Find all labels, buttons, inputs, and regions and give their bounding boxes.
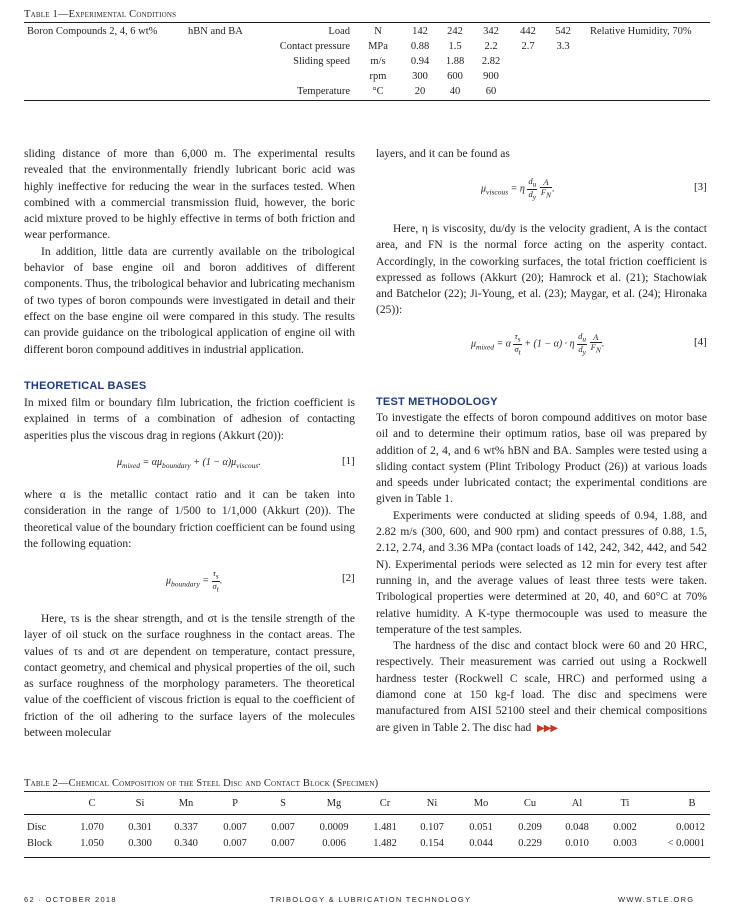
table1-param-name: Temperature bbox=[297, 86, 350, 97]
table2-cell: 1.481 bbox=[373, 822, 397, 833]
table1-param-name: Sliding speed bbox=[293, 56, 350, 67]
table1-param-value: 300 bbox=[412, 71, 428, 82]
table2-cell: 0.0012 bbox=[676, 822, 705, 833]
table2-cell: 1.482 bbox=[373, 838, 397, 849]
table2-bottom-rule bbox=[24, 857, 710, 858]
left-column-top bbox=[24, 146, 355, 358]
table2-cell: 0.154 bbox=[420, 838, 444, 849]
table2-header-cell: Cr bbox=[379, 798, 391, 809]
table1-bottom-rule bbox=[24, 100, 710, 101]
table2-cell: 1.050 bbox=[80, 838, 104, 849]
table2-cell: 1.070 bbox=[80, 822, 104, 833]
right-paragraph-2: Here, η is viscosity, du/dy is the velocity gradient, A is the contact area, and FN is the normal force acting on the asperity contact. Accordingly, in the coworking surfaces, the total friction coefficient is expressed as follows (Akkurt (20); Hamrock et al. (21); Stachowiak and Batchelor (22); Ji-Young, et al. (23); Maygar, et al. (24); Hironaka (25)): bbox=[376, 223, 707, 317]
left-paragraph-4: where α is the metallic contact ratio and it can be taken into consideration in the range of 1/500 to 1/1,000 (Akkurt (20)). The theoretical value of the boundary friction coefficient can be found using the following equation: bbox=[24, 489, 355, 550]
table1-row-label: Boron Compounds 2, 4, 6 wt% bbox=[27, 26, 158, 37]
table2-cell: 0.002 bbox=[613, 822, 637, 833]
right-paragraph-1: layers, and it can be found as bbox=[376, 148, 510, 160]
table1-param-value: 40 bbox=[449, 86, 461, 97]
table2-cell: < 0.0001 bbox=[667, 838, 705, 849]
footer-url: WWW.STLE.ORG bbox=[618, 895, 695, 904]
right-paragraph-3: To investigate the effects of boron compound additives on motor base oil and to determine their optimum ratios, base oil was prepared by addition of 2, 4, and 6 wt% hBN and BA. Samples were tested using a sliding contact system (Plint Tribology Product (26)) at various loads and speeds under lubricated contact; the experimental conditions are given in Table 1. bbox=[376, 412, 707, 506]
table2-header-cell: B bbox=[688, 798, 696, 809]
table2-cell: 0.051 bbox=[469, 822, 493, 833]
table1-param-value: 542 bbox=[555, 26, 571, 37]
table2-header-cell: Ti bbox=[620, 798, 630, 809]
table2-row-label: Block bbox=[27, 838, 53, 849]
equation-1: $\mu_{mixed} = \alpha\mu_{boundary} + (1 - \alpha)\mu_{viscous}$. bbox=[117, 457, 261, 470]
issue-date: OCTOBER 2018 bbox=[45, 895, 117, 904]
table2-cell: 0.044 bbox=[469, 838, 493, 849]
table1-humidity: Relative Humidity, 70% bbox=[590, 26, 692, 37]
table2-header-cell: Mn bbox=[178, 798, 194, 809]
table2-mid-rule bbox=[24, 814, 710, 815]
table1-param-value: 20 bbox=[414, 86, 426, 97]
right-paragraph-4: Experiments were conducted at sliding speeds of 0.94, 1.88, and 2.82 m/s (300, 600, and 900 rpm) and contact pressures of 0.88, 1.5, 2.12, 2.74, and 3.36 MPa (contact loads of 142, 242, 342, 442, and 542 N). Experimental periods were selected as 12 min for every test after running in, and the average values of least three tests were taken. Tribological properties were determined at 20, 40, and 60°C at 70% relative humidity. A K-type thermocouple was used to measure the temperature of the test samples. bbox=[376, 509, 707, 636]
equation-3: $\mu_{viscous} = \eta$ $\frac{d_u}{d_y}$ $\frac{A}{F_N}$ . bbox=[481, 176, 555, 202]
table1-param-value: 2.7 bbox=[521, 41, 535, 52]
table2-cell: 0.337 bbox=[174, 822, 198, 833]
table2-cell: 0.340 bbox=[174, 838, 198, 849]
right-paragraph-5: The hardness of the disc and contact block were 60 and 20 HRC, respectively. Their measurement was carried out using a Rockwell hardness tester (Rockwell C scale, HRC) and performed using a diamond cone at 150 kg-f load. The disc and specimens were manufactured from AISI 52100 steel and their chemical compositions are given in Table 2. The disc had ▶▶▶ bbox=[376, 640, 707, 734]
table2-header-cell: Cu bbox=[523, 798, 537, 809]
table1-param-value: 2.2 bbox=[484, 41, 498, 52]
table1-param-value: 3.3 bbox=[556, 41, 570, 52]
table2-top-rule bbox=[24, 791, 710, 792]
table2-cell: 0.300 bbox=[128, 838, 152, 849]
table2-cell: 0.107 bbox=[420, 822, 444, 833]
table1-param-unit: m/s bbox=[370, 56, 386, 67]
table2-cell: 0.048 bbox=[565, 822, 589, 833]
table2-header-cell: Mg bbox=[326, 798, 342, 809]
table1-param-name: Load bbox=[328, 26, 350, 37]
table1-param-value: 0.88 bbox=[410, 41, 430, 52]
table1-param-value: 900 bbox=[483, 71, 499, 82]
table1-param-name: Contact pressure bbox=[279, 41, 350, 52]
table1-param-value: 2.82 bbox=[481, 56, 501, 67]
table1-row-label-2: hBN and BA bbox=[188, 26, 243, 37]
table2-cell: 0.007 bbox=[223, 838, 247, 849]
table2-header-cell: Al bbox=[571, 798, 583, 809]
table1-param-unit: °C bbox=[372, 86, 384, 97]
table1-param-value: 0.94 bbox=[410, 56, 430, 67]
table2-cell: 0.003 bbox=[613, 838, 637, 849]
continue-arrows-icon: ▶▶▶ bbox=[537, 722, 558, 734]
left-paragraph-5: Here, τs is the shear strength, and σt is the tensile strength of the layer of oil stuck on the surface roughness in the contact areas. The values of τs and σt are dependent on temperature, contact pressure, contact geometry, and chemical and physical properties of the oil, such as surface roughness of the morphology parameters. The theoretical value of the coefficient of viscous friction is equal to the coefficient of friction of the oil adhering to the surface layers of the molecules between molecular bbox=[24, 613, 355, 740]
table2-cell: 0.010 bbox=[565, 838, 589, 849]
table2-row-label: Disc bbox=[27, 822, 47, 833]
table2-cell: 0.007 bbox=[271, 838, 295, 849]
table2-cell: 0.301 bbox=[128, 822, 152, 833]
table2-cell: 0.209 bbox=[518, 822, 542, 833]
table1-top-rule bbox=[24, 22, 710, 23]
table1-param-unit: MPa bbox=[368, 41, 388, 52]
table2-caption: Table 2—Chemical Composition of the Steel Disc and Contact Block (Specimen) bbox=[24, 778, 379, 789]
table1-param-value: 342 bbox=[483, 26, 499, 37]
equation-2-number: [2] bbox=[342, 572, 355, 584]
table1-param-unit: N bbox=[374, 26, 382, 37]
table1-param-value: 442 bbox=[520, 26, 536, 37]
left-paragraph-1: sliding distance of more than 6,000 m. The experimental results revealed that the environmentally friendly lubricant boric acid was highly ineffective for reducing the wear in the surfaces tested. When combined with a commercial transmission fluid, however, the boric acid mixture proved to be highly effective in terms of both friction and wear performance. bbox=[24, 148, 355, 242]
table1-param-value: 600 bbox=[447, 71, 463, 82]
table2-header-cell: Ni bbox=[426, 798, 438, 809]
right-column-body bbox=[376, 410, 707, 737]
table2-cell: 0.006 bbox=[322, 838, 346, 849]
table2-header-cell: Mo bbox=[473, 798, 489, 809]
heading-test-methodology: TEST METHODOLOGY bbox=[376, 396, 498, 408]
table1-param-value: 142 bbox=[412, 26, 428, 37]
table2-header-cell: Si bbox=[135, 798, 145, 809]
equation-2: $\mu_{boundary}$ = $\frac{\tau_s}{\sigma_t}$ . bbox=[166, 568, 223, 594]
table1-param-unit: rpm bbox=[369, 71, 387, 82]
footer-page-date: 62 · OCTOBER 2018 bbox=[24, 895, 117, 904]
table1-caption: Table 1—Experimental Conditions bbox=[24, 9, 177, 20]
right-paragraph-1-wrap bbox=[376, 146, 707, 162]
table2-cell: 0.007 bbox=[223, 822, 247, 833]
table1-param-value: 60 bbox=[485, 86, 497, 97]
left-paragraph-3-wrap bbox=[24, 395, 355, 444]
page-number: 62 bbox=[24, 895, 35, 904]
heading-theoretical-bases: THEORETICAL BASES bbox=[24, 380, 147, 392]
table2-header-cell: C bbox=[88, 798, 96, 809]
table1-param-value: 242 bbox=[447, 26, 463, 37]
table2-header-cell: S bbox=[280, 798, 286, 809]
table1-param-value: 1.88 bbox=[445, 56, 465, 67]
equation-4: $\mu_{mixed} = \alpha$ $\frac{\tau_s}{\sigma_t}$ + (1 − α) · η $\frac{d_u}{d_y}$ $\frac{A}{F_N}$ . bbox=[471, 331, 605, 357]
table2-header-cell: P bbox=[232, 798, 238, 809]
left-paragraph-5-wrap bbox=[24, 611, 355, 741]
table1-param-value: 1.5 bbox=[448, 41, 462, 52]
left-paragraph-4-wrap bbox=[24, 487, 355, 552]
table2-cell: 0.007 bbox=[271, 822, 295, 833]
table2-cell: 0.229 bbox=[518, 838, 542, 849]
equation-4-number: [4] bbox=[694, 336, 707, 348]
left-paragraph-2: In addition, little data are currently available on the tribological behavior of base engine oil and boron additives of different components. Thus, the tribological behavior and lubricating mechanism of two types of boron compounds were investigated in detail and their effect on the base engine oil were compared in this study. The results can provide guidance on the tribological application of engine oil with different boron compound additives in industrial application. bbox=[24, 245, 355, 356]
table2-cell: 0.0009 bbox=[319, 822, 349, 833]
equation-3-number: [3] bbox=[694, 181, 707, 193]
right-paragraph-2-wrap bbox=[376, 221, 707, 319]
left-paragraph-3: In mixed film or boundary film lubrication, the friction coefficient is explained in terms of a combination of adhesion of contacting asperities plus the viscous drag in regions (Akkurt (20)): bbox=[24, 397, 355, 442]
footer-journal: TRIBOLOGY & LUBRICATION TECHNOLOGY bbox=[270, 895, 472, 904]
equation-1-number: [1] bbox=[342, 455, 355, 467]
